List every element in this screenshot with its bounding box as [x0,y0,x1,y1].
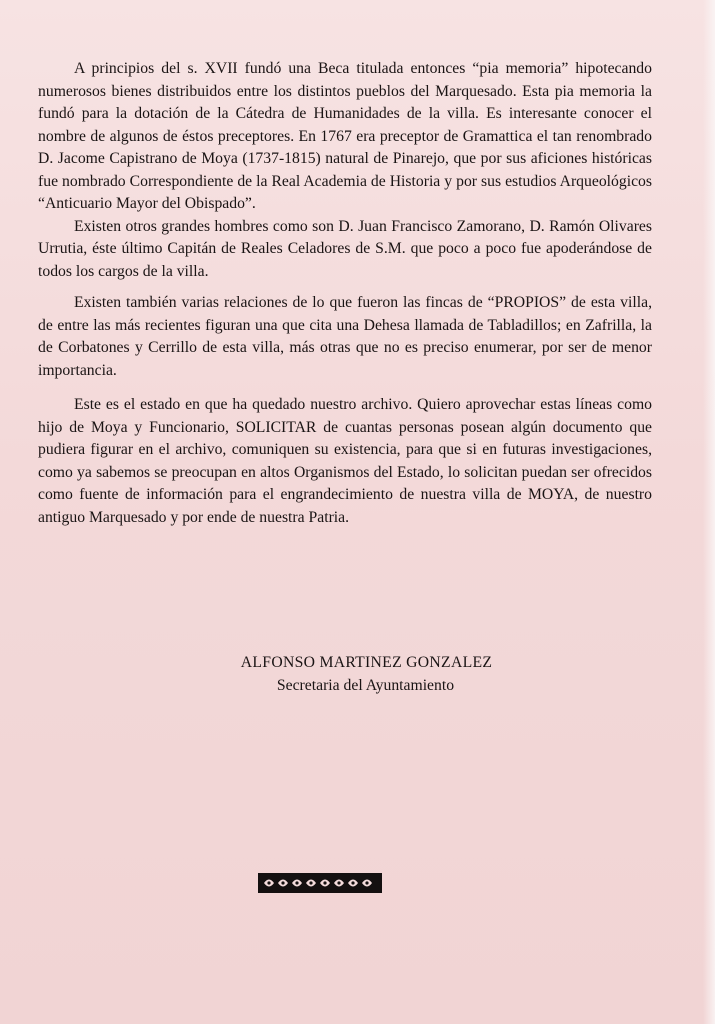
decorative-vine-ornament-icon [258,873,382,893]
signature-name: ALFONSO MARTINEZ GONZALEZ [240,654,493,671]
page-edge [703,0,715,1024]
paragraph-grandes-hombres: Existen otros grandes hombres como son D. Juan Francisco Zamorano, D. Ramón Olivares Urrutia, éste último Capitán de Reales Celadores de S.M. que poco a poco fue apoderándose de todos los cargos de la villa. [38,217,652,280]
article-body [38,58,652,529]
paragraph-archivo: Este es el estado en que ha quedado nuestro archivo. Quiero aprovechar estas líneas como hijo de Moya y Funcionario, SOLICITAR de cuantas personas posean algún documento que pudiera figurar en el archivo, comuniquen su existencia, para que si en futuras investigaciones, como ya sabemos se preocupan en altos Organismos del Estado, lo solicitan puedan ser ofrecidos como fuente de información para el engrandecimiento de nuestra villa de MOYA, de nuestro antiguo Marquesado y por ende de nuestra Patria. [38,396,652,526]
signature-block [0,652,715,697]
paragraph-propios: Existen también varias relaciones de lo que fueron las fincas de “PROPIOS” de esta villa, de entre las más recientes figuran una que cita una Dehesa llamada de Tabladillos; en Zafrilla, la de Corbatones y Cerrillo de esta villa, más otras que no es preciso enumerar, por ser de menor importancia. [38,294,652,379]
signature-role: Secretaria del Ayuntamiento [276,676,455,694]
paragraph-beca: A principios del s. XVII fundó una Beca titulada entonces “pia memoria” hipotecando numerosos bienes distribuidos entre los distintos pueblos del Marquesado. Esta pia memoria la fundó para la dotación de la Cátedra de Humanidades de la villa. Es interesante conocer el nombre de algunos de éstos preceptores. En 1767 era preceptor de Gramattica el tan renombrado D. Jacome Capistrano de Moya (1737-1815) natural de Pinarejo, que por sus aficiones históricas fue nombrado Correspondiente de la Real Academia de Historia y por sus estudios Arqueológicos “Anticuario Mayor del Obispado”. [38,60,652,212]
